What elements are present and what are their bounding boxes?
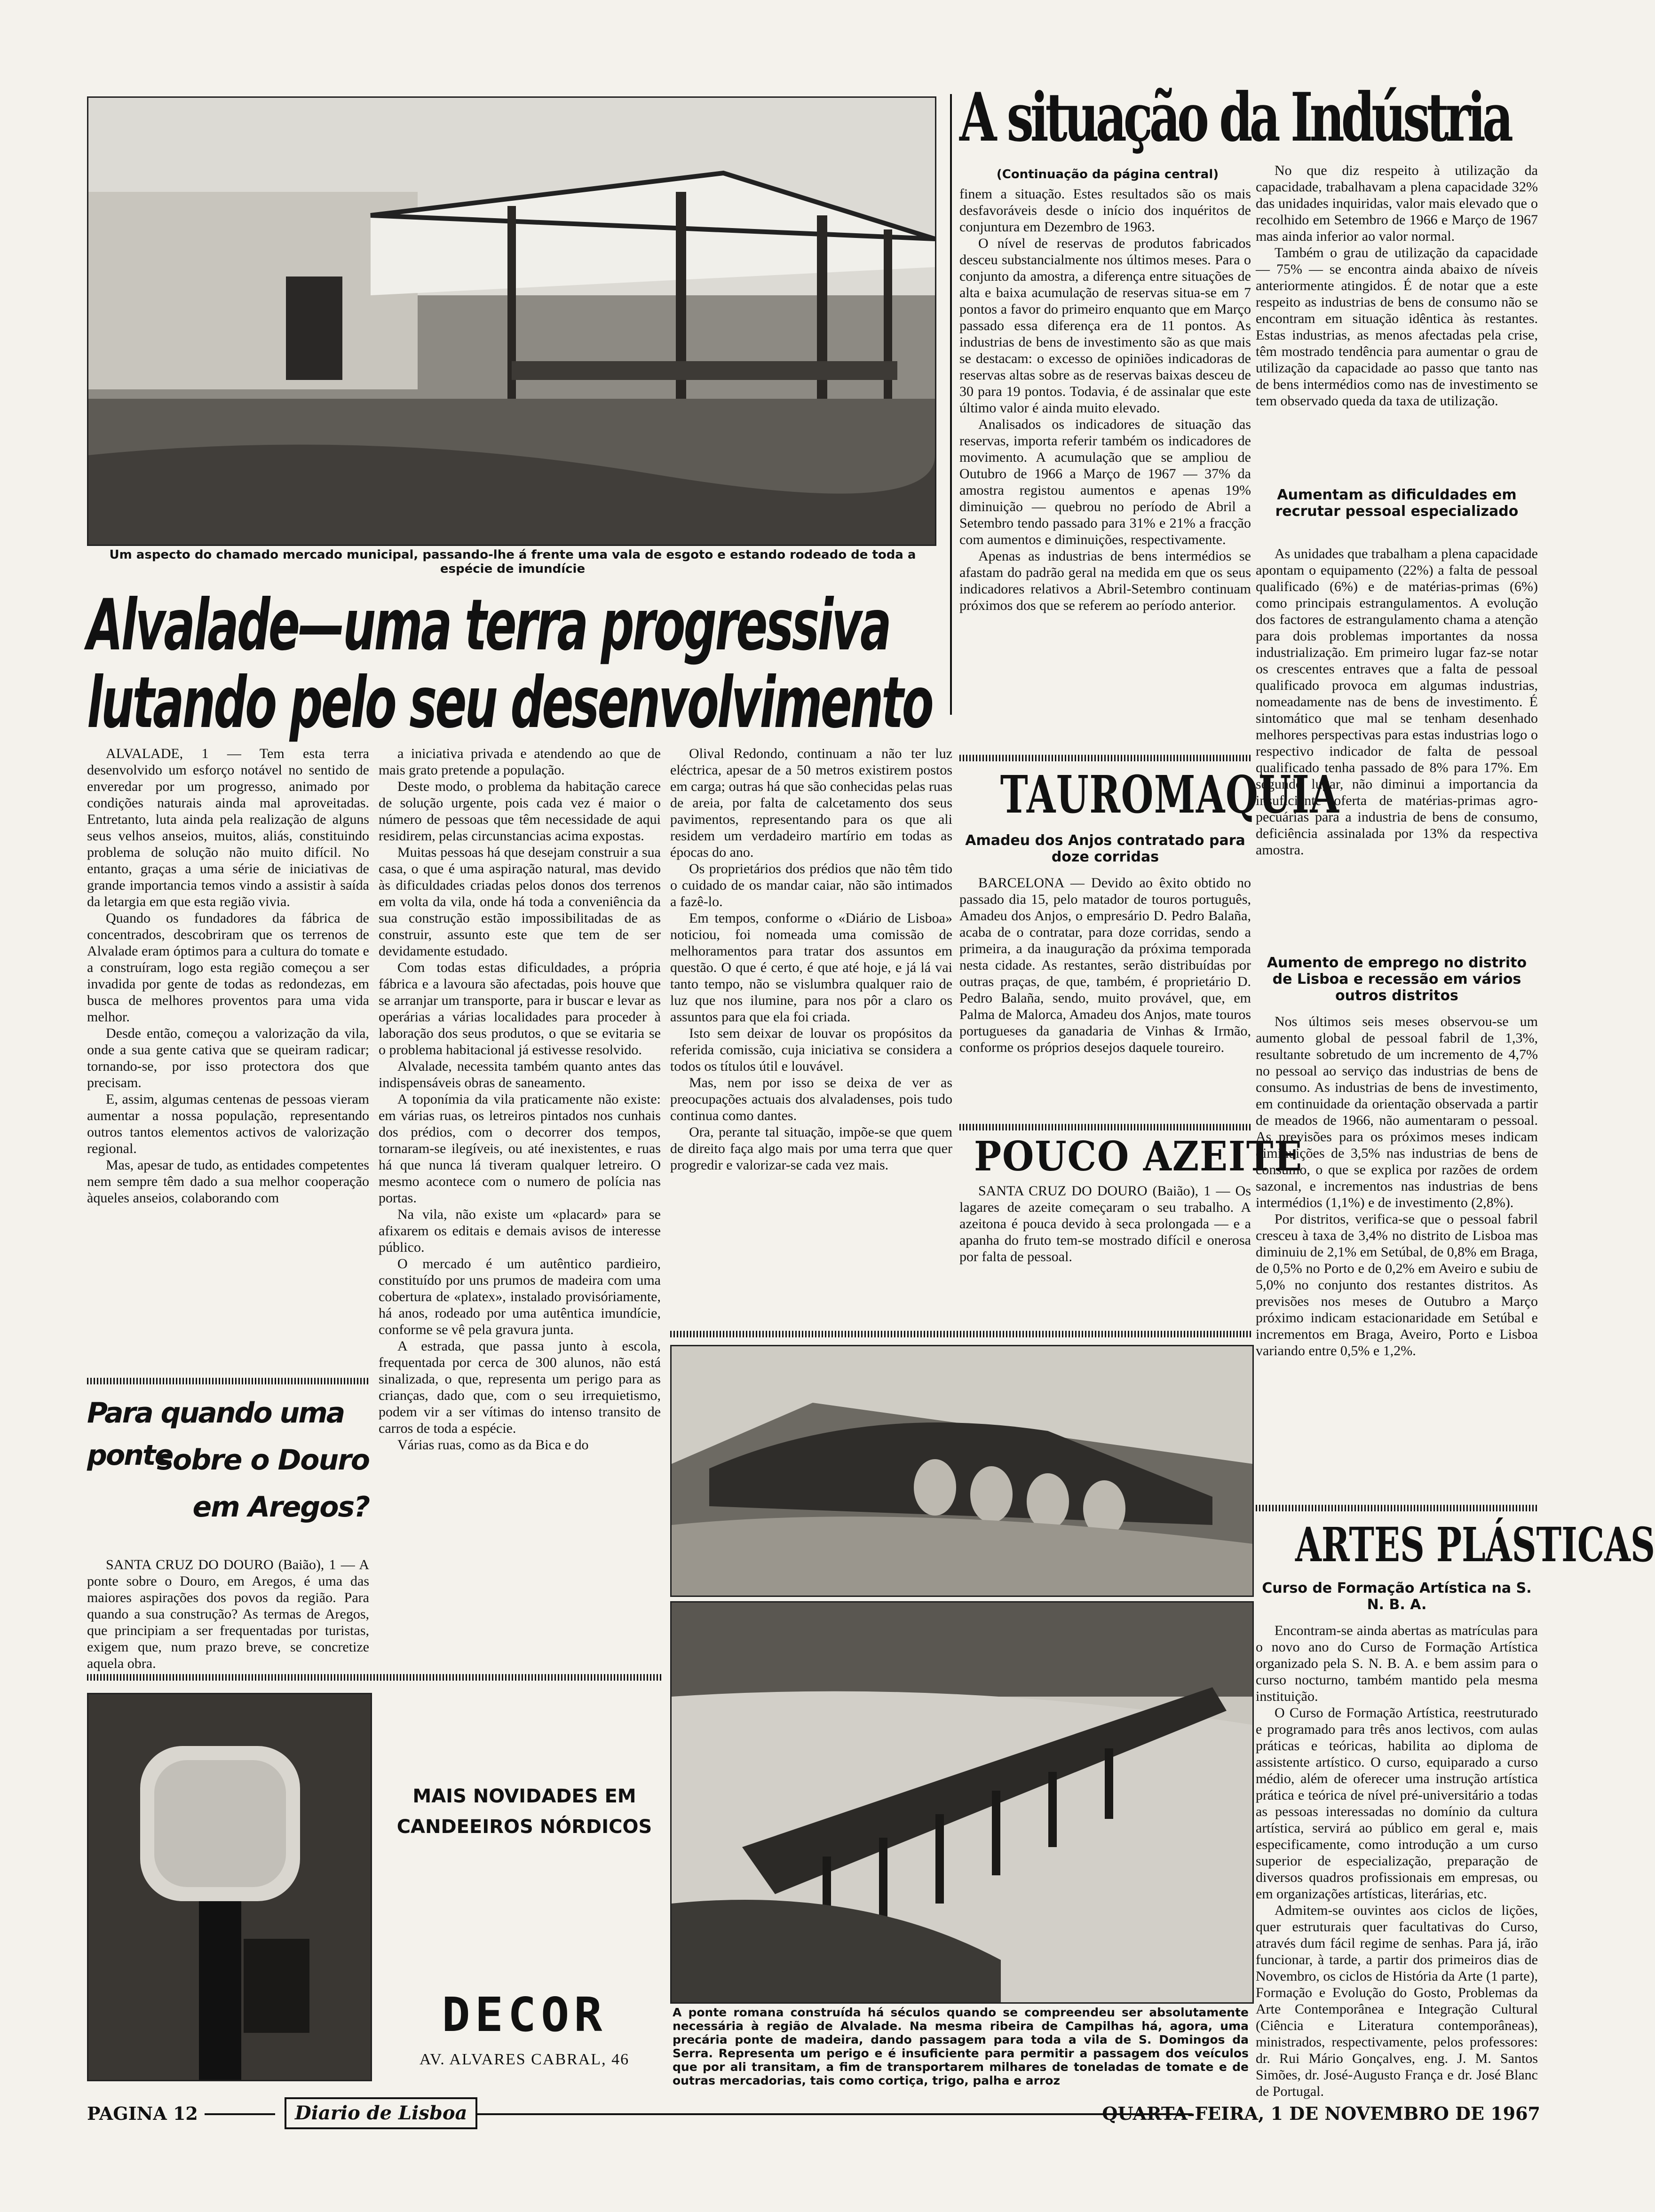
market-photo — [87, 96, 936, 546]
paragraph: O Curso de Formação Artística, reestruturado e programado para três anos lectivos, com aulas práticas e teóricas, habilita ao diploma de assistente artístico. O curso, equiparado a curso médio, além de oferecer uma instrução artística prática e teórica de nível pré-universitário a todas as pessoas interessadas no domínio da cultura artística, servirá ao público em geral e, mais especificamente, como introdução a um curso superior de especialização, preparação de diversos quadros profissionais em empresas, ou em organizações artísticas, literárias, etc. — [1256, 1705, 1538, 1902]
paragraph: Os proprietários dos prédios que não têm tido o cuidado de os mandar caiar, não são intimados a fazê-lo. — [670, 861, 952, 909]
artes-body — [1256, 1622, 1538, 2099]
paragraph: Quando os fundadores da fábrica de concentrados, descobriram que os terrenos de Alvalade eram óptimos para a cultura do tomate e a construíram, logo esta região começou a ser invadida por gente de todas as redondezas, em busca de melhores proventos para uma vida melhor. — [87, 910, 369, 1025]
ad-headline-line1: MAIS NOVIDADES EM — [412, 1785, 636, 1807]
paragraph: Na vila, não existe um «placard» para se afixarem os editais e demais avisos de interesse público. — [379, 1207, 661, 1255]
paragraph: Deste modo, o problema da habitação carece de solução urgente, pois cada vez é maior o número de pessoas que têm necessidade de aqui residirem, pelas circunstancias acima expostas. — [379, 779, 661, 844]
alvalade-column-1 — [87, 745, 369, 1394]
paragraph: Em tempos, conforme o «Diário de Lisboa» noticiou, foi nomeada uma comissão de melhoramentos para tratar dos assuntos em questão. O que é certo, é que até hoje, e já lá vai tanto tempo, não se vislumbra qualquer raio de luz que nos ilumine, para nos pôr a claro os assuntos para que ela foi criada. — [670, 910, 952, 1025]
divider-hatched — [87, 1674, 663, 1681]
page-footer — [87, 2097, 1540, 2135]
wooden-bridge-illustration — [672, 1603, 1252, 2002]
tauromaquia-headline: TAUROMAQUIA — [1000, 764, 1340, 825]
paragraph: A toponímia da vila praticamente não existe: em várias ruas, os letreiros pintados nos cunhais dos prédios, com o decorrer dos tempos, tornaram-se ilegíveis, ou até inexistentes, e ruas há que nunca lá tiveram qualquer letreiro. O mesmo acontece com o numero de polícia nas portas. — [379, 1091, 661, 1206]
paragraph: SANTA CRUZ DO DOURO (Baião), 1 — A ponte sobre o Douro, em Aregos, é uma das maiores aspirações dos povos da região. Para quando a sua construção? As termas de Aregos, que principiam a ser frequentadas por turistas, exigem que, num prazo breve, se concretize aquela obra. — [87, 1557, 369, 1671]
paragraph: A estrada, que passa junto à escola, frequentada por cerca de 300 alunos, não está sinalizada, o que, representa um perigo para as crianças, dado que, com o seu irrequietismo, podem vir a ser vítimas do intenso transito de carros de toda a espécie. — [379, 1338, 661, 1436]
ponte-headline-line3: em Aregos? — [192, 1491, 369, 1524]
paragraph: finem a situação. Estes resultados são os mais desfavoráveis desde o início dos inquéritos de conjuntura em Dezembro de 1963. — [959, 186, 1251, 235]
paragraph: O mercado é um autêntico pardieiro, constituído por uns prumos de madeira com uma cobertura de «platex», instalado provisóriamente, há anos, rodeado por uma autêntica imundície, conforme se vê pela gravura junta. — [379, 1256, 661, 1337]
market-photo-caption: Um aspecto do chamado mercado municipal, passando-lhe á frente uma vala de esgoto e estando rodeado de toda a espécie de imundície — [109, 548, 916, 576]
page-number: PAGINA 12 — [87, 2103, 198, 2124]
divider-hatched — [959, 1124, 1251, 1130]
alvalade-column-3 — [670, 745, 952, 1324]
paragraph: Ora, perante tal situação, impõe-se que quem de direito faça algo mais por uma terra que quer progredir e valorizar-se cada vez mais. — [670, 1124, 952, 1173]
column-rule — [950, 94, 952, 715]
paragraph: Admitem-se ouvintes aos ciclos de lições, quer estruturais quer facultativas do Curso, através dum fácil regime de senhas. Para já, irão funcionar, à tarde, a partir dos primeiros dias de Novembro, os ciclos de História da Arte (1 parte), Formação e Evolução do Gosto, Problemas da Arte Contemporânea e Integração Cultural (Ciência e Literatura contemporâneas), ministrados, respectivamente, pelos professores: dr. Rui Mário Gonçalves, eng. J. M. Santos Simões, dr. José-Augusto França e dr. José Blanc de Portugal. — [1256, 1903, 1538, 2099]
alvalade-headline-line2: lutando pelo seu desenvolvimento — [87, 662, 932, 744]
industria-continuation: (Continuação da página central) — [996, 167, 1219, 182]
ad-headline-line2: CANDEEIROS NÓRDICOS — [396, 1816, 652, 1838]
footer-rule — [477, 2113, 1192, 2115]
industria-headline: A situação da Indústria — [959, 79, 1510, 157]
roman-bridge-photo — [670, 1345, 1254, 1597]
paragraph: As unidades que trabalham a plena capacidade apontam o equipamento (22%) a falta de pessoal qualificado (6%) e de matérias-primas (6%) como principais estrangulamentos. A evolução dos factores de estrangulamento chama a atenção para dois problemas importantes da nossa industrialização. Em primeiro lugar faz-se notar os crescentes entraves que a falta de pessoal qualificado provoca em algumas industrias, nomeadamente nas de bens de investimento. É sintomático que mal se tenham desenhado melhores perspectivas para estas industrias logo o respectivo indicador de falta de pessoal qualificado tenha passado de 8% para 17%. Em segundo lugar, não diminui a importancia da insuficiente oferta de matérias-primas agro-pecuárias para a industria de bens de consumo, deficiência assinalada por 13% da respectiva amostra. — [1256, 546, 1538, 858]
paragraph: Desde então, começou a valorização da vila, onde a sua gente cativa que se queiram radicar; tornando-se, por isso protectora dos que precisam. — [87, 1026, 369, 1090]
industria-subhead-1: Aumentam as dificuldades em recrutar pessoal especializado — [1275, 487, 1519, 520]
newspaper-masthead: Diario de Lisboa — [285, 2097, 477, 2129]
lamp-illustration — [88, 1694, 371, 2080]
issue-date: QUARTA-FEIRA, 1 DE NOVEMBRO DE 1967 — [1102, 2103, 1540, 2124]
azeite-headline: POUCO AZEITE — [974, 1133, 1303, 1180]
paragraph: Alvalade, necessita também quanto antes das indispensáveis obras de saneamento. — [379, 1059, 661, 1090]
paragraph: Olival Redondo, continuam a não ter luz eléctrica, apesar de a 50 metros existirem postos em carga; outras há que são conhecidas pelas ruas de areia, por falta de calcetamento dos seus pavimentos, representando para os que ali residem um verdadeiro martírio em todas as épocas do ano. — [670, 746, 952, 860]
ad-brand: DECOR — [442, 1987, 607, 2042]
decor-advertisement — [87, 1693, 663, 2078]
roman-bridge-illustration — [672, 1346, 1252, 1596]
paragraph: Mas, nem por isso se deixa de ver as preocupações actuais dos alvaladenses, pois tudo continua como dantes. — [670, 1075, 952, 1123]
wooden-bridge-photo — [670, 1601, 1254, 2004]
ponte-headline — [87, 1392, 369, 1547]
industria-column-2b — [1256, 545, 1538, 950]
footer-rule — [205, 2113, 275, 2115]
paragraph: a iniciativa privada e atendendo ao que de mais grato pretende a população. — [379, 746, 661, 778]
industria-column-2a — [1256, 162, 1538, 482]
market-photo-illustration — [88, 98, 935, 545]
paragraph: Apenas as industrias de bens intermédios se afastam do padrão geral na medida em que os seus indicadores relativos a Abril-Setembro continuam próximos dos que se referem ao período anterior. — [959, 548, 1251, 613]
paragraph: Mas, apesar de tudo, as entidades competentes nem sempre têm dado a sua melhor cooperação àqueles anseios, colaborando com — [87, 1157, 369, 1206]
divider-hatched — [959, 755, 1251, 761]
paragraph: Com todas estas dificuldades, a própria fábrica e a lavoura são afectadas, pois houve que se arranjar um transporte, para ir buscar e levar as operárias a várias localidades para proceder à laboração dos seus produtos, o que se evitaria se o problema habitacional já estivesse resolvido. — [379, 960, 661, 1058]
paragraph: Encontram-se ainda abertas as matrículas para o novo ano do Curso de Formação Artística organizado pela S. N. B. A. e bem assim para o curso nocturno, também mantido pela mesma instituição. — [1256, 1623, 1538, 1704]
paragraph: ALVALADE, 1 — Tem esta terra desenvolvido um esforço notável no sentido de enveredar por um progresso, animado por condições naturais ainda mal aproveitadas. Entretanto, luta ainda pela realização de alguns seus velhos anseios, muitos, aliás, constituindo problema de solução não muito difícil. No entanto, graças a uma série de iniciativas de grande importancia temos vindo a assistir à saída da letargia em que esta região vivia. — [87, 746, 369, 909]
ponte-body — [87, 1556, 369, 1671]
alvalade-headline-line1: Alvalade—uma terra progressiva — [87, 585, 890, 666]
industria-column-2c — [1256, 1013, 1538, 1498]
ad-address: AV. ALVARES CABRAL, 46 — [419, 2051, 630, 2068]
artes-subhead: Curso de Formação Artística na S. N. B. A. — [1262, 1580, 1532, 1613]
paragraph: O nível de reservas de produtos fabricados desceu substancialmente nos últimos meses. Para o conjunto da amostra, a diferença entre situações de alta e baixa acumulação de reservas situa-se em 7 pontos a favor do primeiro enquanto que em Março passado essa diferença era de 11 pontos. As industrias de bens de investimento são as que mais se destacam: o excesso de opiniões indicadoras de reservas altas sobre as de reservas baixas desceu de 30 para 19 pontos. Todavia, é de assinalar que este último valor é ainda muito elevado. — [959, 236, 1251, 416]
alvalade-headline — [87, 585, 938, 744]
paragraph: Analisados os indicadores de situação das reservas, importa referir também os indicadores de movimento. A acumulação que se ampliou de Outubro de 1966 a Março de 1967 — 37% da amostra registou aumentos e apenas 19% diminuição — quebrou no período de Abril a Setembro tendo passado para 31% e 21% a fracção com aumentos e diminuições, respectivamente. — [959, 417, 1251, 547]
paragraph: Nos últimos seis meses observou-se um aumento global de pessoal fabril de 1,3%, resultante sobretudo de um incremento de 4,7% no pessoal ao serviço das industrias de bens de consumo. As industrias de bens de investimento, em continuidade da orientação observada a partir de meados de 1966, não aumentaram o pessoal. As previsões para os próximos meses indicam diminuições de 3,5% nas industrias de bens de consumo, o que se explica por razões de ordem sazonal, e incrementos nas industrias de bens intermédios (1,1%) e de investimento (2,8%). — [1256, 1014, 1538, 1210]
lamp-photo — [87, 1693, 372, 2081]
tauromaquia-body — [959, 875, 1251, 1119]
divider-hatched — [1256, 1505, 1538, 1511]
paragraph: Várias ruas, como as da Bica e do — [397, 1437, 589, 1453]
divider-hatched — [670, 1331, 1251, 1337]
bridge-photo-caption: A ponte romana construída há séculos quando se compreendeu ser absolutamente necessária à região de Alvalade. Na mesma ribeira de Campilhas há, agora, uma precária ponte de madeira, dando passagem para toda a vila de S. Domingos da Serra. Representa um perigo e é insuficiente para permitir a passagem dos veículos que por ali transitam, a fim de transportarem milhares de toneladas de tomate e de outras mercadorias, tais como cortiça, trigo, palha e arroz — [673, 2006, 1249, 2087]
paragraph: Muitas pessoas há que desejam construir a sua casa, o que é uma aspiração natural, mas devido às dificuldades criadas pelos donos dos terrenos em volta da vila, onde há toda a conveniência da sua construção estão impossibilitadas de as construir, assunto este que tem de ser devidamente estudado. — [379, 845, 661, 959]
paragraph: Também o grau de utilização da capacidade — 75% — se encontra ainda abaixo de níveis anteriormente atingidos. É de notar que a este respeito as industrias de bens de consumo não se encontram em situação idêntica às restantes. Estas industrias, as menos afectadas pela crise, têm mostrado tendência para aumentar o grau de utilização da capacidade ao passo que tanto nas de bens intermédios como nas de investimento se tem observado queda da taxa de utilização. — [1256, 245, 1538, 409]
paragraph: No que diz respeito à utilização da capacidade, trabalhavam a plena capacidade 32% das unidades inquiridas, valor mais elevado que o recolhido em Setembro de 1966 e Março de 1967 mas ainda inferior ao valor normal. — [1256, 163, 1538, 244]
paragraph: Por distritos, verifica-se que o pessoal fabril cresceu à taxa de 3,4% no distrito de Lisboa mas diminuiu de 2,1% em Setúbal, de 0,8% em Braga, de 0,5% no Porto e de 0,2% em Aveiro e subiu de 5,0% no conjunto dos restantes distritos. As previsões nos meses de Outubro a Março próximo indicam estacionaridade em Setúbal e incrementos em Braga, Aveiro, Porto e Lisboa variando entre 0,5% e 1,2%. — [1256, 1211, 1538, 1359]
industria-column-1 — [959, 186, 1251, 750]
alvalade-column-2 — [379, 745, 661, 1662]
paragraph: BARCELONA — Devido ao êxito obtido no passado dia 15, pelo matador de touros português, Amadeu dos Anjos, o empresário D. Pedro Balaña, acaba de o contratar, para doze corridas, sendo a primeira, a da inauguração da próxima temporada nesta cidade. As restantes, serão distribuídas por outras praças, de que, também, é proprietário D. Pedro Balaña, sendo, muito provável, que, em Palma de Malorca, Amadeu dos Anjos, mate touros portugueses da ganadaria de Vinhas & Irmão, conforme os próprios desejos daquele toureiro. — [959, 875, 1251, 1055]
paragraph: E, assim, algumas centenas de pessoas vieram aumentar a nossa população, representando outros tantos elementos activos de valorização regional. — [87, 1091, 369, 1156]
paragraph: Isto sem deixar de louvar os propósitos da referida comissão, cuja iniciativa se considera a todos os títulos útil e louvável. — [670, 1026, 952, 1074]
azeite-body — [959, 1183, 1251, 1319]
industria-subhead-2: Aumento de emprego no distrito de Lisboa e recessão em vários outros distritos — [1267, 955, 1527, 1004]
paragraph: SANTA CRUZ DO DOURO (Baião), 1 — Os lagares de azeite começaram o seu trabalho. A azeitona é pouca devido à seca prolongada — e a apanha do fruto tem-se mostrado difícil e onerosa por falta de pessoal. — [959, 1183, 1251, 1264]
ponte-headline-line2: sobre o Douro — [157, 1444, 369, 1477]
divider-hatched — [87, 1378, 369, 1384]
artes-headline: ARTES PLÁSTICAS — [1295, 1517, 1655, 1572]
tauromaquia-subhead: Amadeu dos Anjos contratado para doze corridas — [965, 832, 1245, 865]
ponte-headline-line1: Para quando uma ponte — [87, 1397, 344, 1472]
